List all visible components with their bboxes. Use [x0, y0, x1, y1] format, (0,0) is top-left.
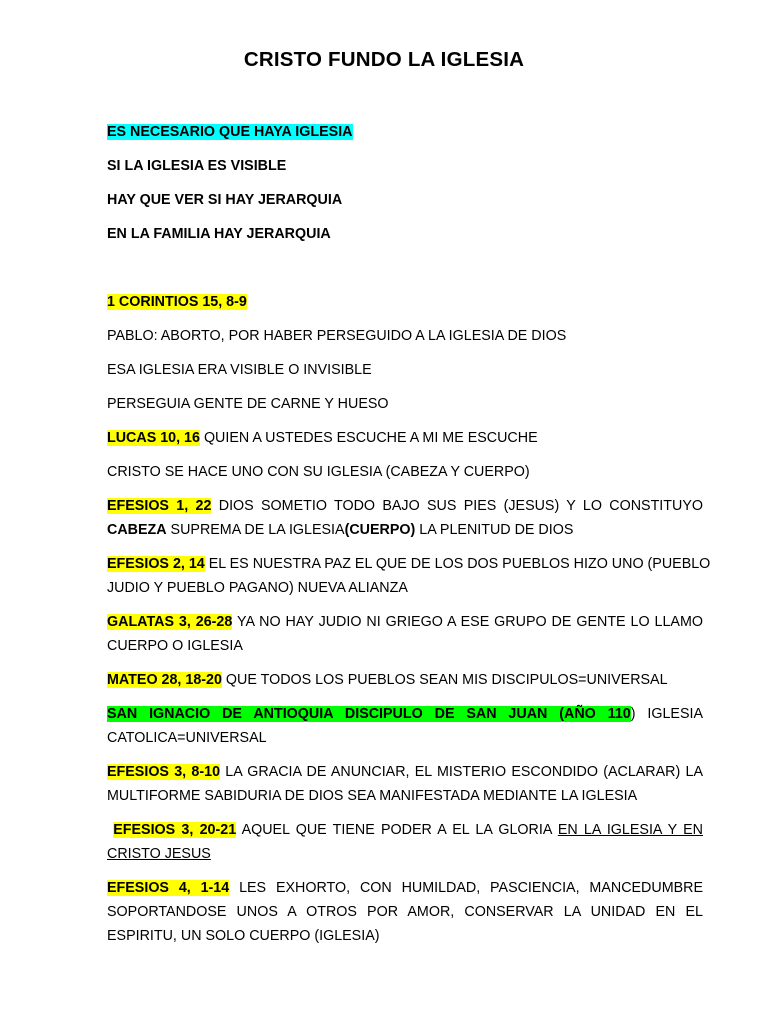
efesios-2-ref: EFESIOS 2, 14 — [107, 556, 205, 572]
efesios-4-text: LES EXHORTO, CON HUMILDAD, PASCIENCIA, MANCEDUMBRE — [229, 880, 704, 896]
efesios-1-ref: EFESIOS 1, 22 — [107, 498, 212, 514]
efesios-3b-line-2 — [107, 842, 703, 866]
highlight-yellow: 1 CORINTIOS 15, 8-9 — [107, 294, 247, 310]
ignacio-ref: SAN IGNACIO DE ANTIOQUIA DISCIPULO DE SAN JUAN (AÑO 110 — [107, 706, 631, 722]
efesios-3b-ref: EFESIOS 3, 20-21 — [113, 822, 237, 838]
ignacio-line-1 — [107, 702, 703, 726]
cristo-jesus-underline: CRISTO JESUS — [107, 846, 211, 862]
corintios-line-3: PERSEGUIA GENTE DE CARNE Y HUESO — [107, 396, 389, 412]
efesios-4-line-2: SOPORTANDOSE UNOS A OTROS POR AMOR, CONSERVAR LA UNIDAD EN EL — [107, 904, 703, 920]
corintios-line-1: PABLO: ABORTO, POR HABER PERSEGUIDO A LA IGLESIA DE DIOS — [107, 328, 567, 344]
efesios-3a-line-1 — [107, 760, 703, 784]
efesios-4-line-1 — [107, 876, 703, 900]
corintios-ref-line — [107, 290, 703, 314]
galatas-line-2: CUERPO O IGLESIA — [107, 638, 243, 654]
ignacio-line-2: CATOLICA=UNIVERSAL — [107, 730, 267, 746]
intro-line-2: SI LA IGLESIA ES VISIBLE — [107, 158, 287, 174]
efesios-4-line-3: ESPIRITU, UN SOLO CUERPO (IGLESIA) — [107, 928, 380, 944]
efesios-3a-ref: EFESIOS 3, 8-10 — [107, 764, 221, 780]
efesios-3a-line-2: MULTIFORME SABIDURIA DE DIOS SEA MANIFESTADA MEDIANTE LA IGLESIA — [107, 788, 638, 804]
page-title: CRISTO FUNDO LA IGLESIA — [243, 48, 525, 71]
galatas-text: YA NO HAY JUDIO NI GRIEGO A ESE GRUPO DE GENTE LO LLAMO — [232, 614, 703, 630]
intro-line-1 — [107, 120, 703, 144]
efesios-1-line-2 — [107, 518, 703, 542]
highlight-cyan: ES NECESARIO QUE HAYA IGLESIA — [107, 124, 353, 140]
efesios-3b-underline: EN LA IGLESIA Y EN — [557, 822, 703, 838]
efesios-3a-text: LA GRACIA DE ANUNCIAR, EL MISTERIO ESCONDIDO (ACLARAR) LA — [220, 764, 703, 780]
efesios-3b-line-1 — [107, 818, 703, 842]
efesios-2-text: EL ES NUESTRA PAZ EL QUE DE LOS DOS PUEBLOS HIZO UNO (PUEBLO — [204, 556, 711, 572]
galatas-line-1 — [107, 610, 703, 634]
efesios-1-line-1 — [107, 494, 703, 518]
efesios-2-line-2: JUDIO Y PUEBLO PAGANO) NUEVA ALIANZA — [107, 580, 408, 596]
galatas-ref: GALATAS 3, 26-28 — [107, 614, 233, 630]
mateo-line — [107, 668, 703, 692]
efesios-1-text: DIOS SOMETIO TODO BAJO SUS PIES (JESUS) Y LO CONSTITUYO — [211, 498, 703, 514]
mateo-ref: MATEO 28, 18-20 — [107, 672, 222, 688]
intro-line-4: EN LA FAMILIA HAY JERARQUIA — [107, 226, 331, 242]
ignacio-text: ) IGLESIA — [630, 706, 704, 722]
lucas-line — [107, 426, 703, 450]
corintios-line-2: ESA IGLESIA ERA VISIBLE O INVISIBLE — [107, 362, 372, 378]
lucas-ref: LUCAS 10, 16 — [107, 430, 200, 446]
efesios-2-line-1 — [107, 552, 711, 576]
cristo-line: CRISTO SE HACE UNO CON SU IGLESIA (CABEZA Y CUERPO) — [107, 464, 530, 480]
lucas-text: QUIEN A USTEDES ESCUCHE A MI ME ESCUCHE — [199, 430, 538, 446]
efesios-1-mid: SUPREMA DE LA IGLESIA — [166, 522, 345, 538]
mateo-text: QUE TODOS LOS PUEBLOS SEAN MIS DISCIPULOS=UNIVERSAL — [221, 672, 668, 688]
efesios-4-ref: EFESIOS 4, 1-14 — [107, 880, 230, 896]
intro-line-3: HAY QUE VER SI HAY JERARQUIA — [107, 192, 343, 208]
efesios-1-end: LA PLENITUD DE DIOS — [415, 522, 574, 538]
cuerpo-bold: (CUERPO) — [344, 522, 416, 538]
cabeza-bold: CABEZA — [107, 522, 167, 538]
efesios-3b-text: AQUEL QUE TIENE PODER A EL LA GLORIA — [236, 822, 558, 838]
